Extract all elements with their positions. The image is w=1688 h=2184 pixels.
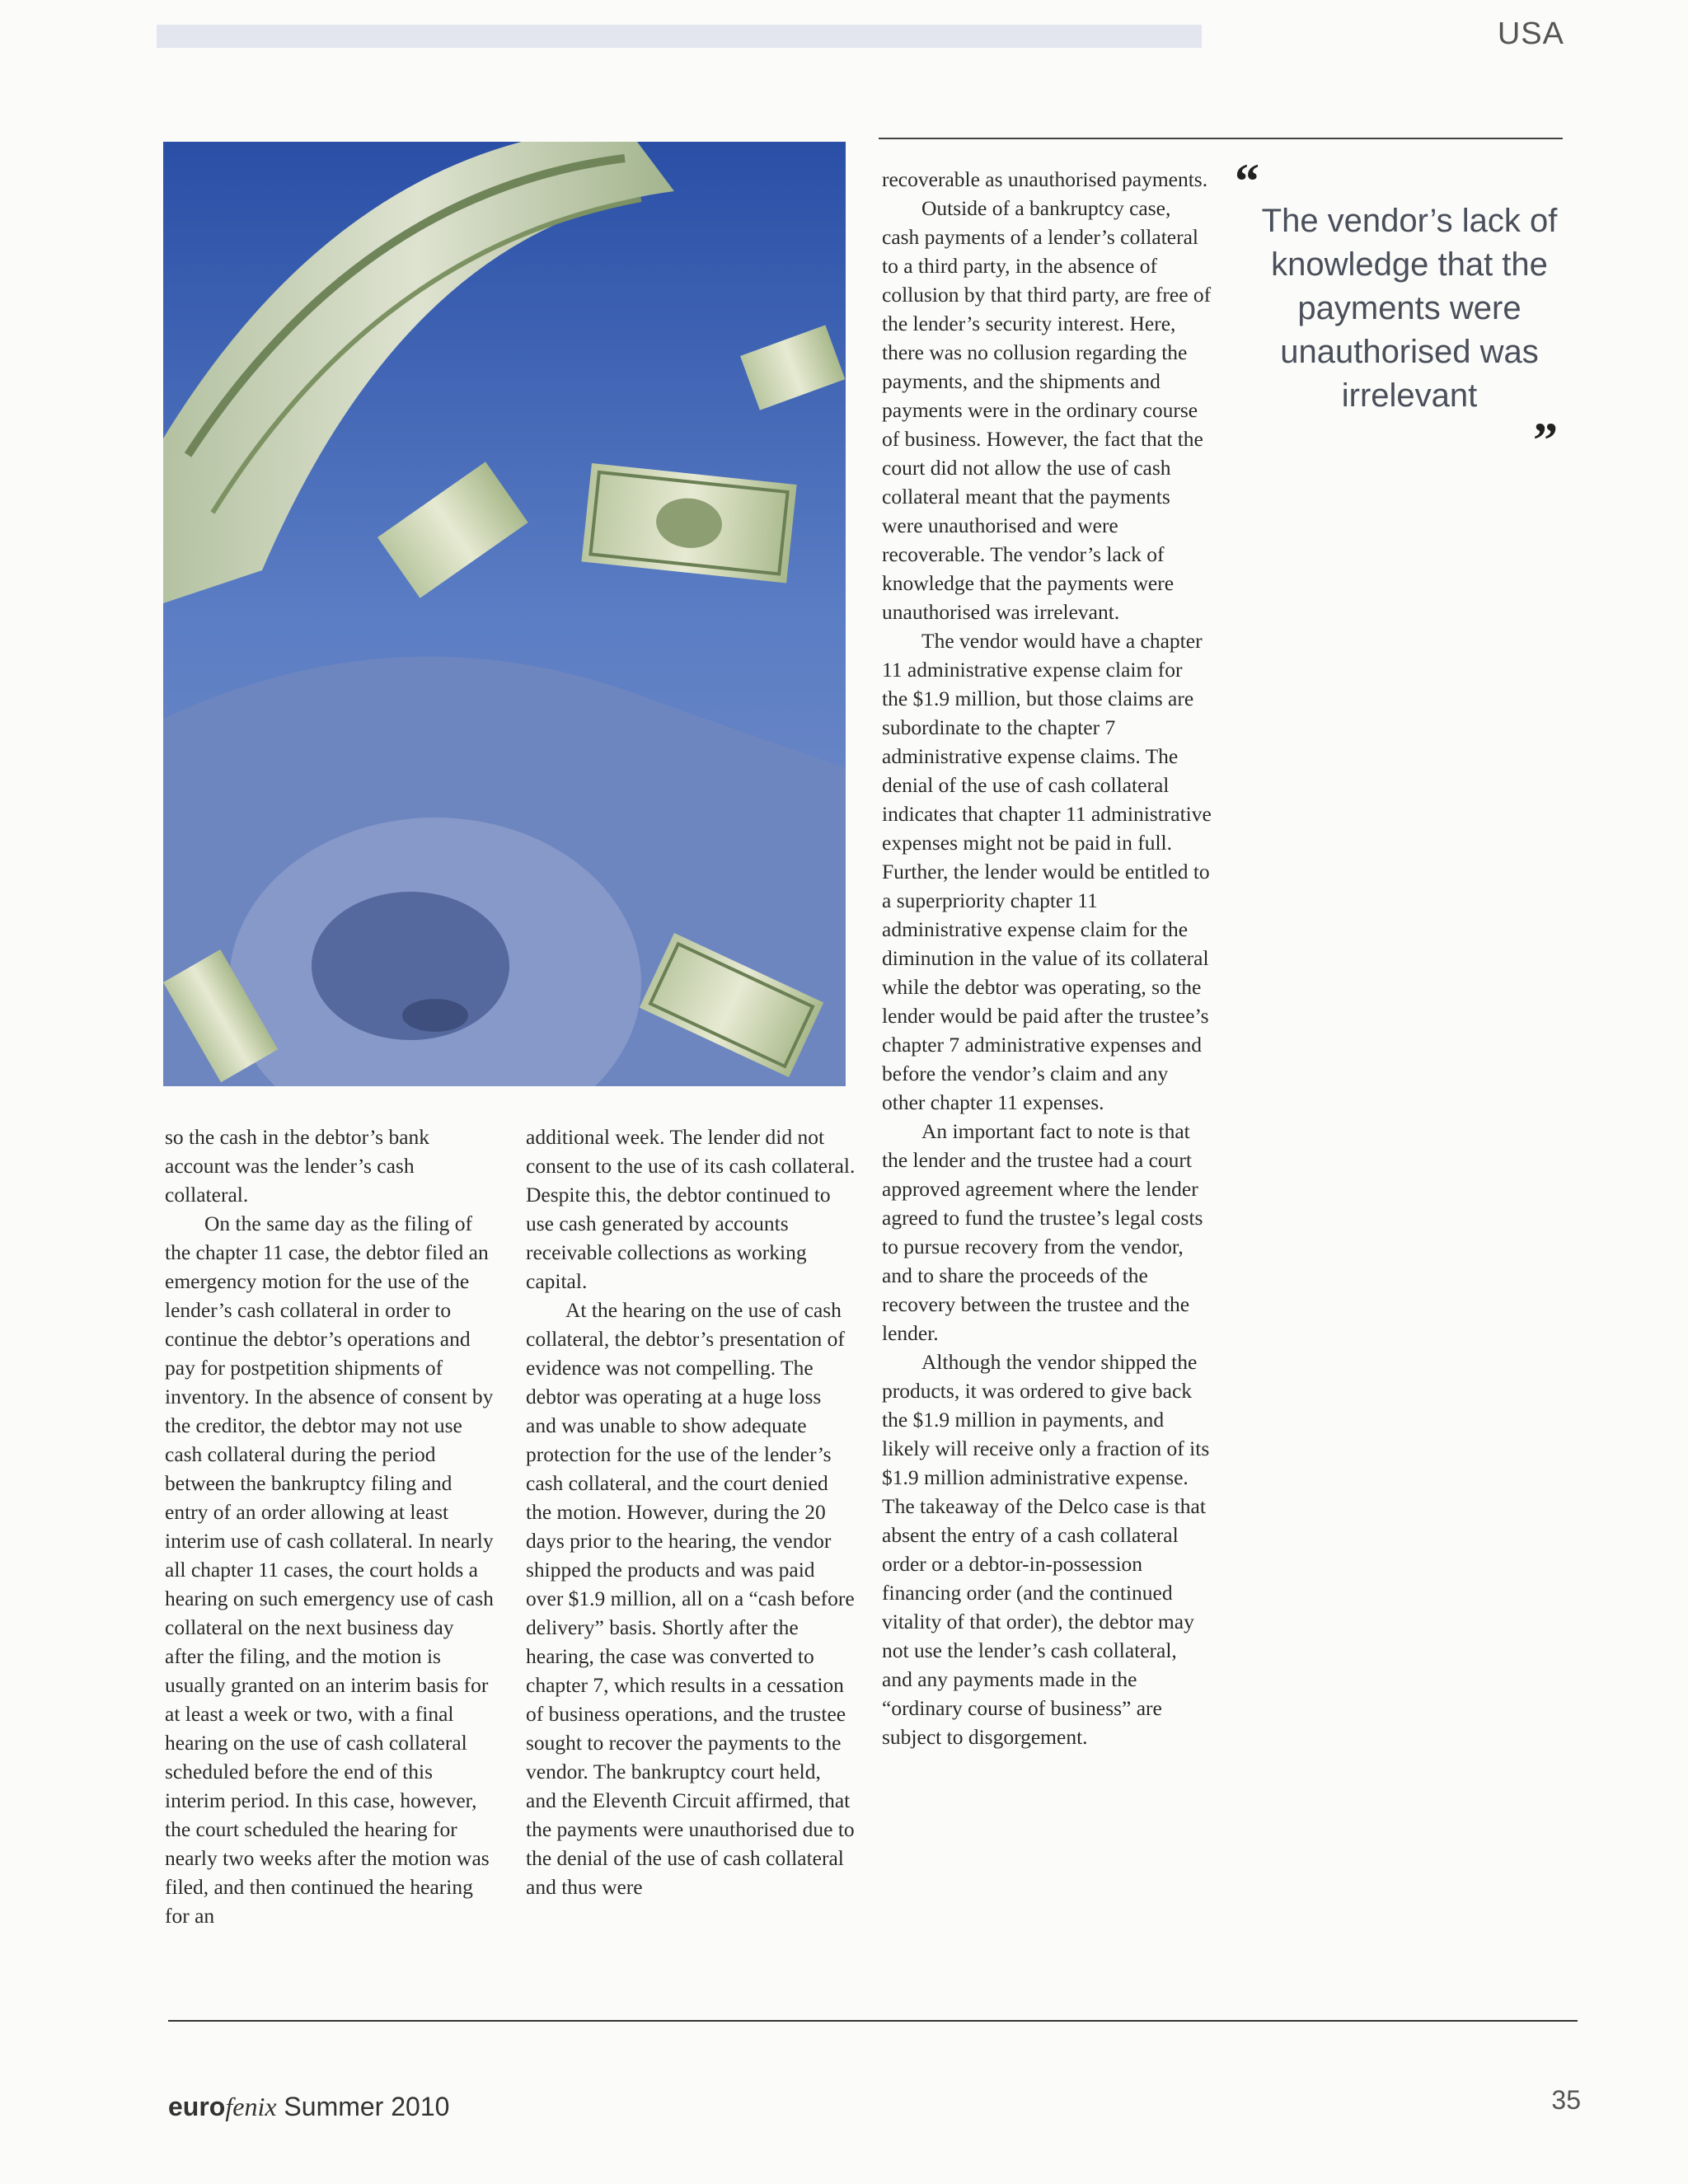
section-label: USA: [1497, 16, 1564, 51]
pull-quote-text: The vendor’s lack of knowledge that the payments were unauthorised was irrelevant: [1261, 203, 1558, 414]
paragraph: At the hearing on the use of cash collateral, the debtor’s presentation of evidence was not compelling. The debtor was operating at a huge loss and was unable to show adequate protection for the use of the lender’s cash collateral, and the court denied the motion. However, during the 20 days prior to the hearing, the vendor shipped the products and was paid over $1.9 million, all on a “cash before delivery” basis. Shortly after the hearing, the case was converted to chapter 7, which results in a cessation of business operations, and the trustee sought to recover the payments to the vendor. The bankruptcy court held, and the Eleventh Circuit affirmed, that the payments were unauthorised due to the denial of the use of cash collateral and thus were: [526, 1298, 855, 1899]
pull-quote: [1228, 165, 1591, 418]
close-quote-mark: ”: [1533, 413, 1558, 467]
page-number: 35: [1551, 2085, 1581, 2115]
paragraph: An important fact to note is that the lender and the trustee had a court approved agreement where the lender agreed to fund the trustee’s legal costs to pursue recovery from the vendor, and to share the proceeds of the recovery between the trustee and the lender.: [882, 1119, 1203, 1345]
footer-rule: [168, 2020, 1578, 2022]
open-quote-mark: “: [1235, 154, 1259, 209]
paragraph: so the cash in the debtor’s bank account was the lender’s cash collateral.: [165, 1125, 430, 1207]
currency-photo: [163, 142, 846, 1086]
column-1: [165, 1122, 495, 1930]
paragraph: The vendor would have a chapter 11 administrative expense claim for the $1.9 million, but those claims are subordinate to the chapter 7 administrative expense claims. The denial of the use of cash collateral indicates that chapter 11 administrative expenses might not be paid in full. Further, the lender would be entitled to a superpriority chapter 11 administrative expense claim for the diminution in the value of its collateral while the debtor was operating, so the lender would be paid after the trustee’s chapter 7 administrative expenses and before the vendor’s claim and any other chapter 11 expenses.: [882, 629, 1212, 1114]
column-2: [526, 1122, 856, 1901]
paragraph: On the same day as the filing of the chapter 11 case, the debtor filed an emergency motion for the use of the lender’s cash collateral in order to continue the debtor’s operations and pay for postpetition shipments of inventory. In the absence of consent by the creditor, the debtor may not use cash collateral during the period between the bankruptcy filing and entry of an order allowing at least interim use of cash collateral. In nearly all chapter 11 cases, the court holds a hearing on such emergency use of cash collateral on the next business day after the filing, and the motion is usually granted on an interim basis for at least a week or two, with a final hearing on the use of cash collateral scheduled before the end of this interim period. In this case, however, the court scheduled the hearing for nearly two weeks after the motion was filed, and then continued the hearing for an: [165, 1212, 494, 1928]
header-tint-bar: [157, 25, 1202, 48]
column-3: [882, 165, 1212, 1751]
brand-fenix: fenix: [225, 2092, 277, 2121]
issue-label: Summer 2010: [276, 2092, 450, 2121]
paragraph: recoverable as unauthorised payments.: [882, 167, 1208, 191]
paragraph: Although the vendor shipped the products, it was ordered to give back the $1.9 million in payments, and likely will receive only a fraction of its $1.9 million administrative expense. The takeaway of the Delco case is that absent the entry of a cash collateral order or a debtor-in-possession financing order (and the continued vitality of that order), the debtor may not use the lender’s cash collateral, and any payments made in the “ordinary course of business” are subject to disgorgement.: [882, 1350, 1210, 1749]
paragraph: Outside of a bankruptcy case, cash payments of a lender’s collateral to a third party, in the absence of collusion by that third party, are free of the lender’s security interest. Here, there was no collusion regarding the payments, and the shipments and payments were in the ordinary course of business. However, the fact that the court did not allow the use of cash collateral meant that the payments were unauthorised and were recoverable. The vendor’s lack of knowledge that the payments were unauthorised was irrelevant.: [882, 196, 1212, 624]
paragraph: additional week. The lender did not consent to the use of its cash collateral. Despite this, the debtor continued to use cash generated by accounts receivable collections as working capital.: [526, 1125, 856, 1293]
brand-euro: euro: [168, 2092, 226, 2121]
footer-publication: [168, 2092, 449, 2122]
column-top-rule: [879, 138, 1563, 139]
